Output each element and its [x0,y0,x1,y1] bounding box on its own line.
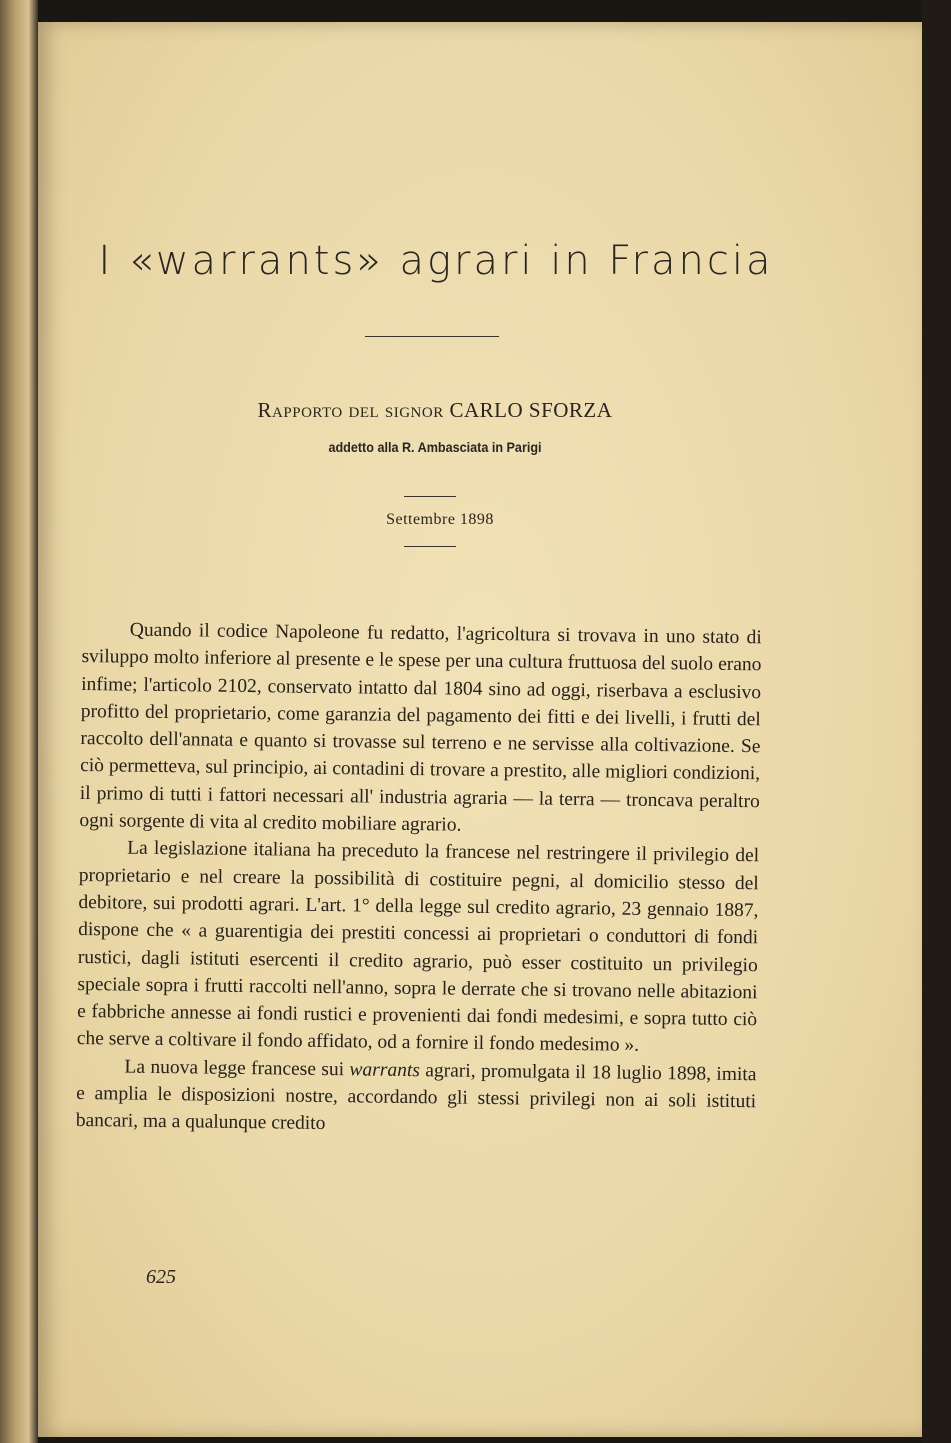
paragraph-2: La legislazione italiana ha preceduto la francese nel restringere il privilegio del proprietario e nel creare la possibilità di costituire pegni, al domicilio stesso del debitore, sui prodotti agrari. L'art. 1° della legge sul credito agrario, 23 gennaio 1887, dispone che « a guarentigia dei prestiti concessi ai proprietari o conduttori di fondi rustici, dagli istituti esercenti il credito agrario, può esser costituito un privilegio speciale sopra i frutti raccolti nell'anno, sopra le derrate che si trovano nelle abitazioni e fabbriche annesse ai fondi rustici e provenienti dai fondi medesimi, e sopra tutto ciò che serve a coltivare il fondo affidato, od a fornire il fondo medesimo ». [76,837,760,1057]
title-rule [365,336,499,337]
article-body [76,616,762,1143]
byline [100,398,770,423]
left-page-edge [0,0,38,1443]
right-background-strip [922,0,951,1443]
date-rule-bottom [404,546,456,547]
page-number: 625 [146,1266,176,1288]
byline-text: Rapporto del signor CARLO SFORZA [257,398,613,422]
paragraph-3: La nuova legge francese sui warrants agrari, promulgata il 18 luglio 1898, imita e amplia le disposizioni nostre, accordando gli stessi privilegi non ai soli istituti bancari, ma a qualunque credito [75,1056,757,1135]
date-rule-top [404,496,456,497]
article-title: I «warrants» agrari in Francia [98,238,774,284]
paragraph-1: Quando il codice Napoleone fu redatto, l'agricoltura si trovava in uno stato di sviluppo molto inferiore al presente e le spese per una cultura fruttuosa del suolo erano infime; l'articolo 2102, conservato intatto dal 1804 sino ad oggi, riserbava a esclusivo profitto del proprietario, come garanzia del pagamento dei fitti e dei livelli, i frutti del raccolto dell'annata e quanto si trovasse sul terreno e ne servisse alla coltivazione. Se ciò permetteva, sul principio, ai contadini di trovare a prestito, alle migliori condizioni, il primo di tutti i fattori necessari all' industria agraria — la terra — troncava peraltro ogni sorgente di vita al credito mobiliare agrario. [79,619,762,836]
date-line: Settembre 1898 [386,511,494,528]
affiliation: addetto alla R. Ambasciata in Parigi [328,439,542,455]
